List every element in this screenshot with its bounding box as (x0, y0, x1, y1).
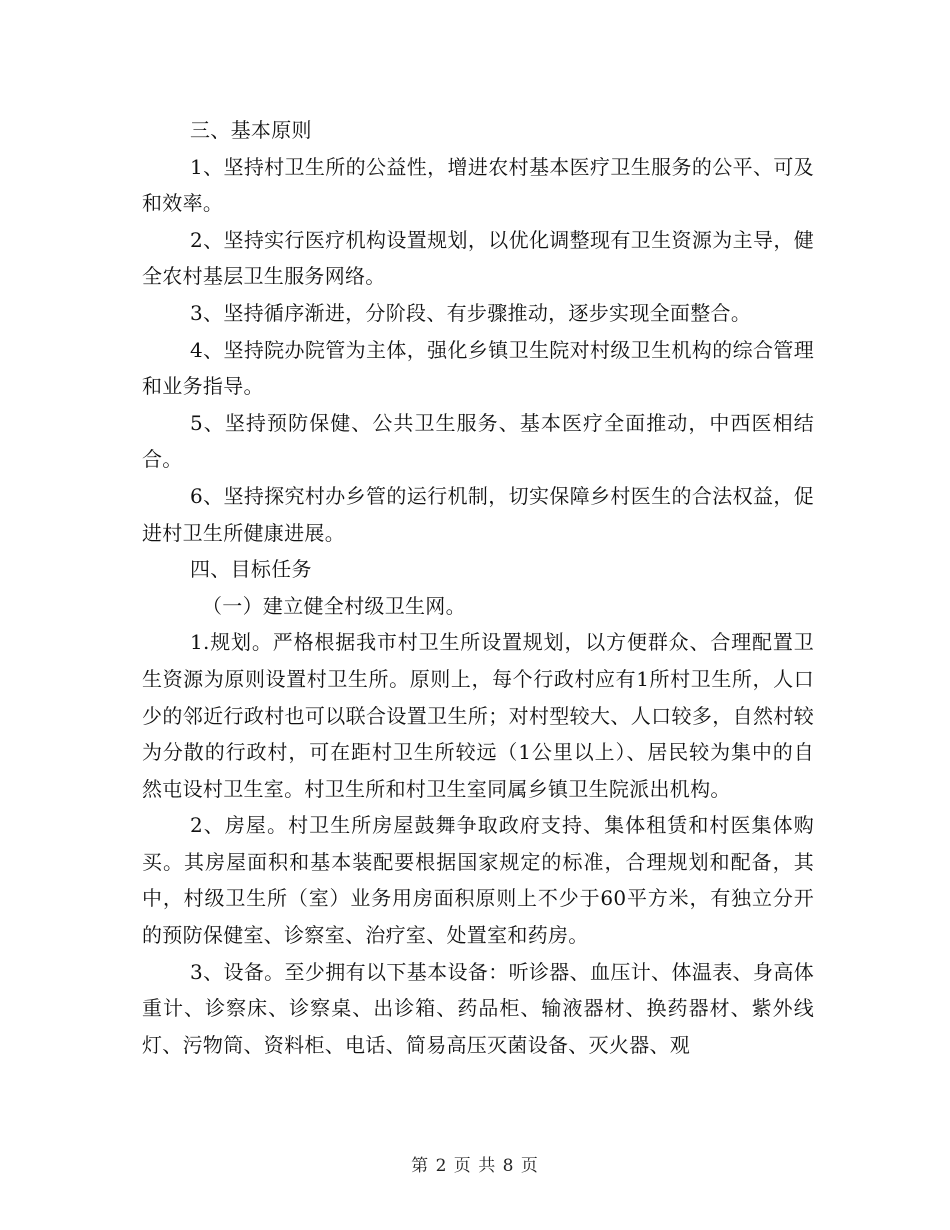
document-body (142, 112, 814, 1063)
subsection-heading-network: （一）建立健全村级卫生网。 (202, 593, 466, 618)
principle-3: 3、坚持循序渐进，分阶段、有步骤推动，逐步实现全面整合。 (190, 300, 752, 325)
task-planning: 1.规划。严格根据我市村卫生所设置规划，以方便群众、合理配置卫生资源为原则设置村卫生所。原则上，每个行政村应有1所村卫生所，人口少的邻近行政村也可以联合设置卫生所；对村型较大、人口较多，自然村较为分散的行政村，可在距村卫生所较远（1公里以上）、居民较为集中的自然屯设村卫生室。村卫生所和村卫生室同属乡镇卫生院派出机构。 (142, 630, 814, 801)
page-number-footer: 第 2 页 共 8 页 (411, 1156, 539, 1176)
task-equipment: 3、设备。至少拥有以下基本设备：听诊器、血压计、体温表、身高体重计、诊察床、诊察桌、出诊箱、药品柜、输液器材、换药器材、紫外线灯、污物筒、资料柜、电话、简易高压灭菌设备、灭火器、观 (142, 959, 814, 1057)
principle-5: 5、坚持预防保健、公共卫生服务、基本医疗全面推动，中西医相结合。 (142, 410, 814, 472)
principle-2: 2、坚持实行医疗机构设置规划，以优化调整现有卫生资源为主导，健全农村基层卫生服务网络。 (142, 227, 814, 289)
section-heading-tasks: 四、目标任务 (190, 557, 312, 582)
principle-4: 4、坚持院办院管为主体，强化乡镇卫生院对村级卫生机构的综合管理和业务指导。 (142, 337, 814, 399)
section-heading-principles: 三、基本原则 (190, 118, 312, 142)
task-housing: 2、房屋。村卫生所房屋鼓舞争取政府支持、集体租赁和村医集体购买。其房屋面积和基本装配要根据国家规定的标准，合理规划和配备，其中，村级卫生所（室）业务用房面积原则上不少于60平方米，有独立分开的预防保健室、诊察室、治疗室、处置室和药房。 (142, 813, 814, 948)
principle-1: 1、坚持村卫生所的公益性，增进农村基本医疗卫生服务的公平、可及和效率。 (142, 154, 814, 216)
principle-6: 6、坚持探究村办乡管的运行机制，切实保障乡村医生的合法权益，促进村卫生所健康进展。 (142, 483, 814, 545)
